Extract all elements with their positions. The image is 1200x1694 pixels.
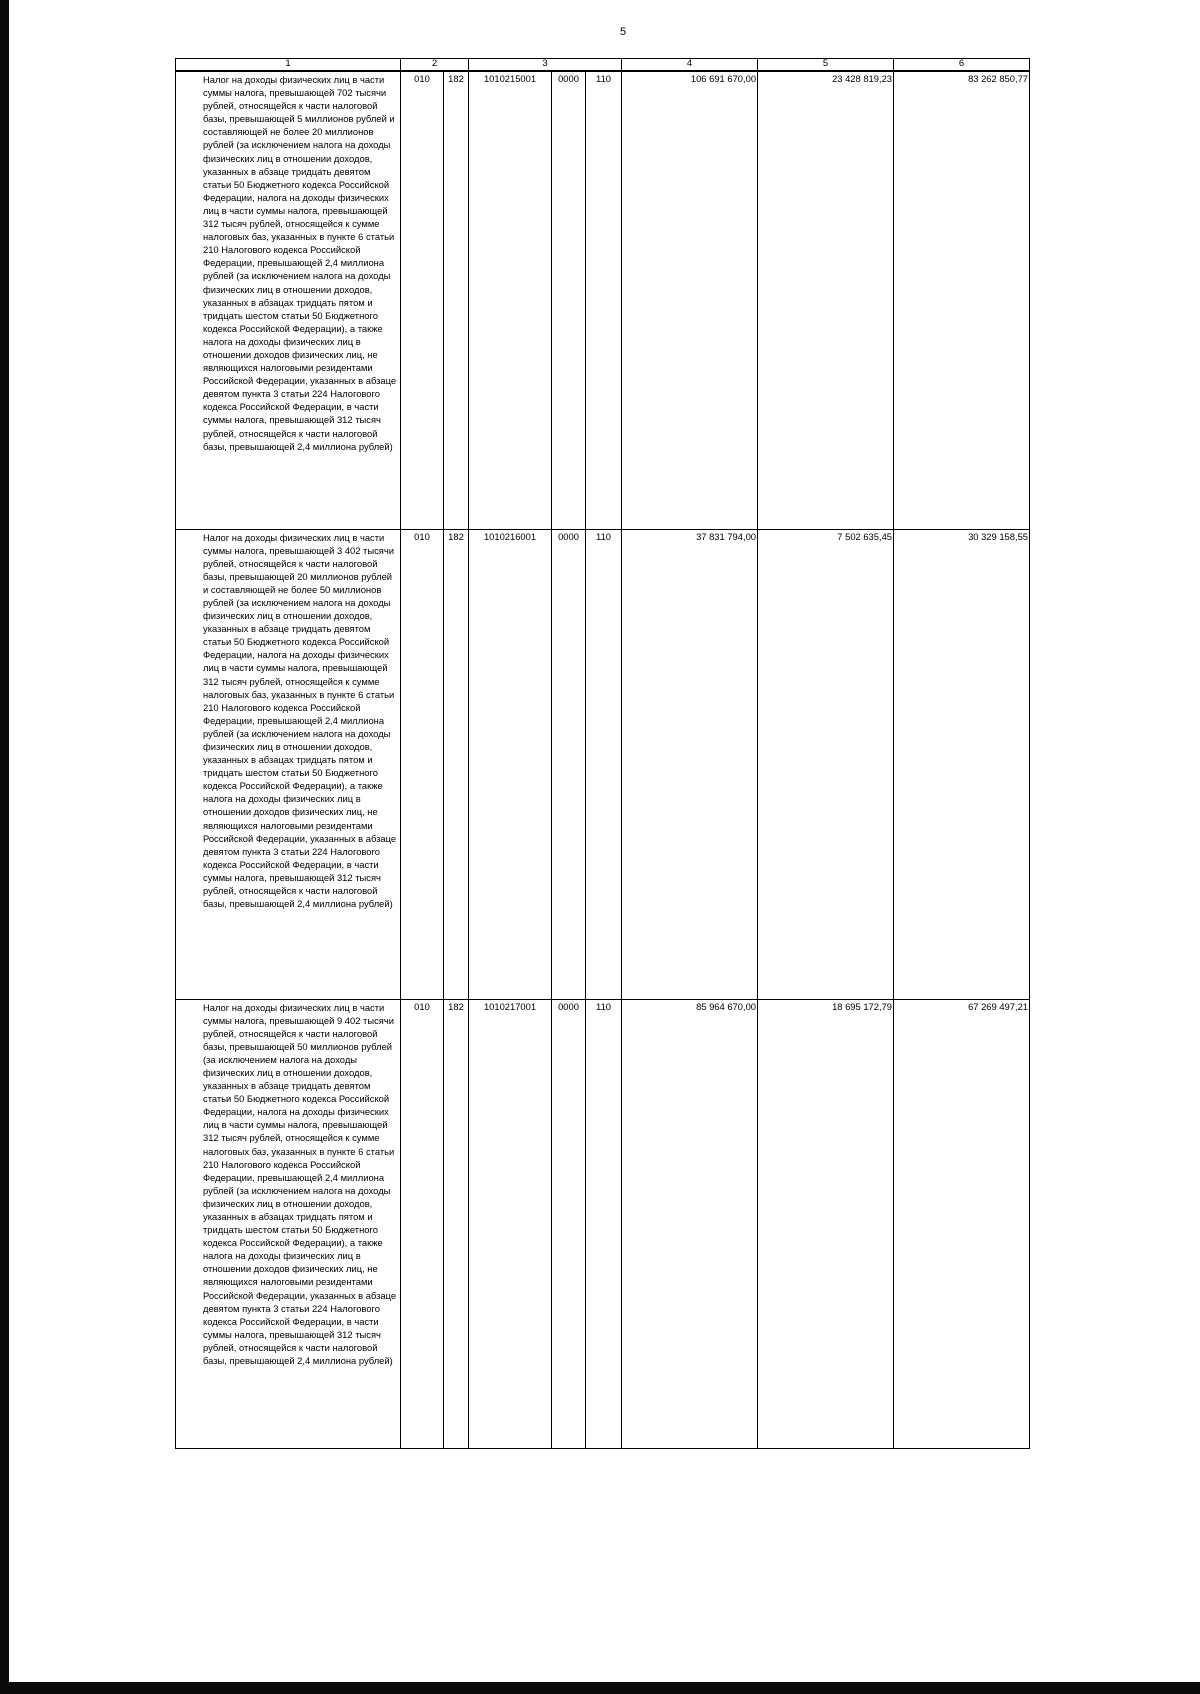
row-description: Налог на доходы физических лиц в части суммы налога, превышающей 702 тысячи рублей, относящейся к части налоговой базы, превышающей 5 миллионов рублей и составляющей не более 20 миллионов рублей (за исключением налога на доходы физических лиц в отношении доходов, указанных в абзаце тридцать девятом статьи 50 Бюджетного кодекса Российской Федерации, налога на доходы физических лиц в части суммы налога, превышающей 312 тысяч рублей, относящейся к сумме налоговых баз, указанных в пункте 6 статьи 210 Налогового кодекса Российской Федерации, превышающей 2,4 миллиона рублей (за исключением налога на доходы физических лиц в отношении доходов, указанных в абзацах тридцать пятом и тридцать шестом статьи 50 Бюджетного кодекса Российской Федерации), а также налога на доходы физических лиц в отношении доходов физических лиц, не являющихся налоговыми резидентами Российской Федерации, указанных в абзаце девятом пункта 3 статьи 224 Налогового кодекса Российской Федерации, в части суммы налога, превышающей 312 тысяч рублей, относящейся к части налоговой базы, превышающей 2,4 миллиона рублей) — [176, 71, 401, 529]
line-code: 010 — [401, 529, 444, 999]
subcode: 0000 — [552, 999, 586, 1448]
amount-col5: 7 502 635,45 — [758, 529, 894, 999]
column-number-row — [176, 59, 1030, 72]
amount-col6: 67 269 497,21 — [894, 999, 1030, 1448]
amount-col5: 18 695 172,79 — [758, 999, 894, 1448]
column-number: 3 — [469, 59, 622, 72]
subcode: 0000 — [552, 71, 586, 529]
admin-code: 182 — [444, 71, 469, 529]
line-code: 010 — [401, 999, 444, 1448]
admin-code: 182 — [444, 529, 469, 999]
row-description: Налог на доходы физических лиц в части суммы налога, превышающей 9 402 тысячи рублей, относящейся к части налоговой базы, превышающей 50 миллионов рублей (за исключением налога на доходы физических лиц в отношении доходов, указанных в абзаце тридцать девятом статьи 50 Бюджетного кодекса Российской Федерации, налога на доходы физических лиц в части суммы налога, превышающей 312 тысяч рублей, относящейся к сумме налоговых баз, указанных в пункте 6 статьи 210 Налогового кодекса Российской Федерации, превышающей 2,4 миллиона рублей (за исключением налога на доходы физических лиц в отношении доходов, указанных в абзацах тридцать пятом и тридцать шестом статьи 50 Бюджетного кодекса Российской Федерации), а также налога на доходы физических лиц в отношении доходов физических лиц, не являющихся налоговыми резидентами Российской Федерации, указанных в абзаце девятом пункта 3 статьи 224 Налогового кодекса Российской Федерации, в части суммы налога, превышающей 312 тысяч рублей, относящейся к части налоговой базы, превышающей 2,4 миллиона рублей) — [176, 999, 401, 1448]
revenue-code: 1010215001 — [469, 71, 552, 529]
amount-col6: 83 262 850,77 — [894, 71, 1030, 529]
amount-col6: 30 329 158,55 — [894, 529, 1030, 999]
amount-col4: 85 964 670,00 — [622, 999, 758, 1448]
amount-col4: 106 691 670,00 — [622, 71, 758, 529]
table-row — [176, 529, 1030, 999]
column-number: 6 — [894, 59, 1030, 72]
scan-left-edge — [0, 0, 9, 1694]
column-number: 5 — [758, 59, 894, 72]
page-number: 5 — [620, 26, 627, 38]
row-description: Налог на доходы физических лиц в части суммы налога, превышающей 3 402 тысячи рублей, относящейся к части налоговой базы, превышающей 20 миллионов рублей и составляющей не более 50 миллионов рублей (за исключением налога на доходы физических лиц в отношении доходов, указанных в абзаце тридцать девятом статьи 50 Бюджетного кодекса Российской Федерации, налога на доходы физических лиц в части суммы налога, превышающей 312 тысяч рублей, относящейся к сумме налоговых баз, указанных в пункте 6 статьи 210 Налогового кодекса Российской Федерации, превышающей 2,4 миллиона рублей (за исключением налога на доходы физических лиц в отношении доходов, указанных в абзацах тридцать пятом и тридцать шестом статьи 50 Бюджетного кодекса Российской Федерации), а также налога на доходы физических лиц в отношении доходов физических лиц, не являющихся налоговыми резидентами Российской Федерации, указанных в абзаце девятом пункта 3 статьи 224 Налогового кодекса Российской Федерации, в части суммы налога, превышающей 312 тысяч рублей, относящейся к части налоговой базы, превышающей 2,4 миллиона рублей) — [176, 529, 401, 999]
column-number: 4 — [622, 59, 758, 72]
amount-col4: 37 831 794,00 — [622, 529, 758, 999]
kind-code: 110 — [586, 529, 622, 999]
column-number: 1 — [176, 59, 401, 72]
budget-table — [175, 58, 1030, 1449]
revenue-code: 1010216001 — [469, 529, 552, 999]
line-code: 010 — [401, 71, 444, 529]
table-row — [176, 999, 1030, 1448]
kind-code: 110 — [586, 999, 622, 1448]
amount-col5: 23 428 819,23 — [758, 71, 894, 529]
column-number: 2 — [401, 59, 469, 72]
subcode: 0000 — [552, 529, 586, 999]
revenue-code: 1010217001 — [469, 999, 552, 1448]
admin-code: 182 — [444, 999, 469, 1448]
table-row — [176, 71, 1030, 529]
kind-code: 110 — [586, 71, 622, 529]
scan-bottom-edge — [0, 1682, 1200, 1694]
